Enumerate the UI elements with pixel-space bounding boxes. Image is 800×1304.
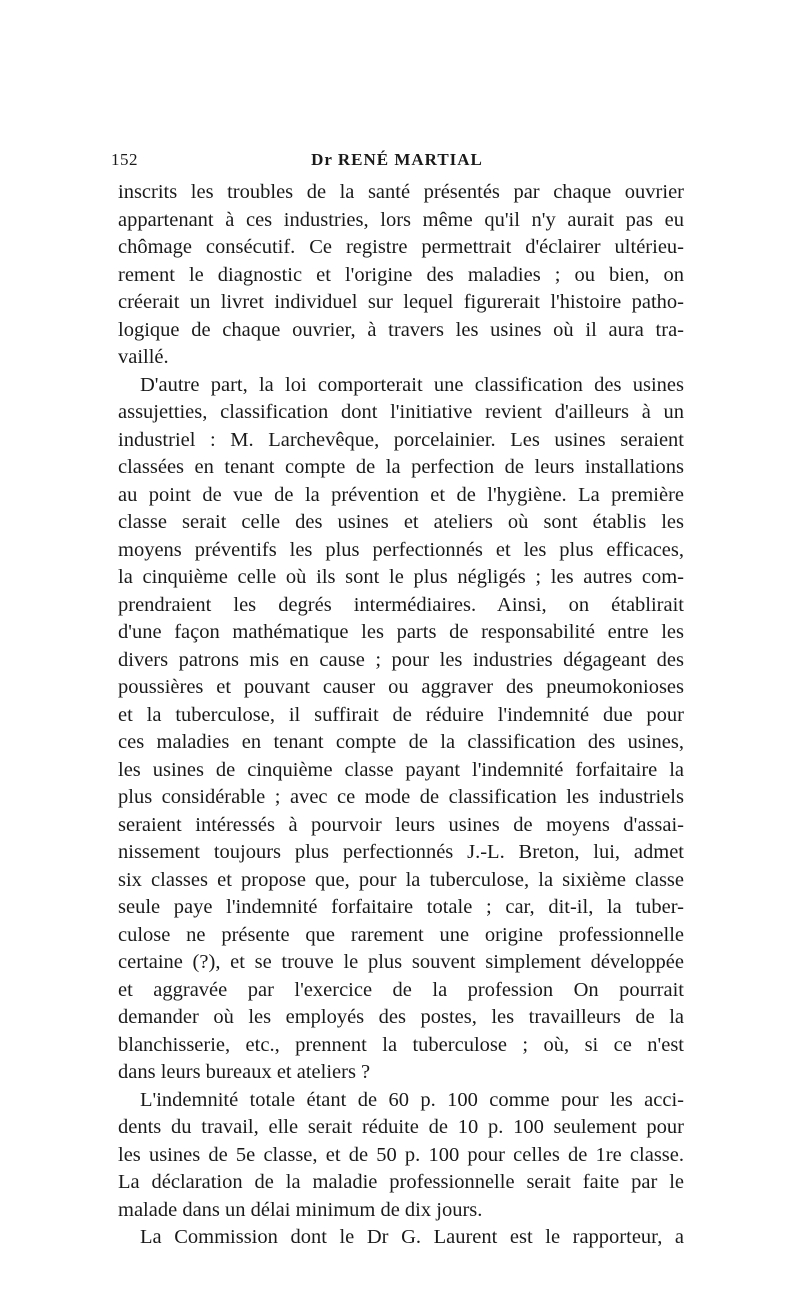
text-line: blanchisserie, etc., prennent la tuberculose ; où, si ce n'est (118, 1033, 684, 1056)
text-line: prendraient les degrés intermédiaires. Ainsi, on établirait (118, 593, 684, 616)
text-line: culose ne présente que rarement une origine professionnelle (118, 923, 684, 946)
running-head: Dr RENÉ MARTIAL (311, 150, 483, 169)
text-line: malade dans un délai minimum de dix jours. (118, 1198, 483, 1221)
text-line: La déclaration de la maladie professionnelle serait faite par le (118, 1171, 684, 1193)
text-line: La Commission dont le Dr G. Laurent est le rapporteur, a (140, 1226, 684, 1248)
text-line: L'indemnité totale étant de 60 p. 100 comme pour les acci- (140, 1088, 684, 1111)
text-line: demander où les employés des postes, les travailleurs de la (118, 1006, 684, 1028)
text-line: assujetties, classification dont l'initiative revient d'ailleurs à un (118, 401, 684, 423)
text-line: au point de vue de la prévention et de l'hygiène. La première (118, 483, 684, 506)
text-line: industriel : M. Larchevêque, porcelainier. Les usines seraient (118, 428, 684, 451)
text-line: seule paye l'indemnité forfaitaire totale ; car, dit-il, la tuber- (118, 896, 684, 918)
text-line: poussières et pouvant causer ou aggraver des pneumokonioses (118, 676, 684, 698)
text-line: chômage consécutif. Ce registre permettrait d'éclairer ultérieu- (118, 236, 684, 258)
text-line: d'une façon mathématique les parts de responsabilité entre les (118, 621, 684, 643)
text-line: classées en tenant compte de la perfection de leurs installations (118, 456, 684, 478)
page-header (111, 148, 683, 172)
text-line: la cinquième celle où ils sont le plus négligés ; les autres com- (118, 566, 684, 588)
text-line: les usines de 5e classe, et de 50 p. 100 pour celles de 1re classe. (118, 1143, 684, 1166)
text-line: les usines de cinquième classe payant l'indemnité forfaitaire la (118, 758, 684, 781)
text-line: et la tuberculose, il suffirait de réduire l'indemnité due pour (118, 703, 684, 726)
text-line: plus considérable ; avec ce mode de classification les industriels (118, 786, 684, 808)
text-line: créerait un livret individuel sur lequel figurerait l'histoire patho- (118, 291, 684, 313)
text-line: logique de chaque ouvrier, à travers les usines où il aura tra- (118, 318, 684, 341)
text-line: seraient intéressés à pourvoir leurs usines de moyens d'assai- (118, 813, 684, 836)
text-line: D'autre part, la loi comporterait une classification des usines (140, 373, 684, 396)
page-number: 152 (111, 150, 138, 169)
body-text (118, 179, 684, 1252)
text-line: inscrits les troubles de la santé présentés par chaque ouvrier (118, 181, 684, 203)
text-line: six classes et propose que, pour la tuberculose, la sixième classe (118, 868, 684, 891)
text-line: nissement toujours plus perfectionnés J.-L. Breton, lui, admet (118, 841, 684, 863)
text-line: moyens préventifs les plus perfectionnés et les plus efficaces, (118, 538, 684, 561)
text-line: appartenant à ces industries, lors même qu'il n'y aurait pas eu (118, 208, 684, 231)
text-line: et aggravée par l'exercice de la profession On pourrait (118, 978, 684, 1001)
text-line: dents du travail, elle serait réduite de 10 p. 100 seulement pour (118, 1116, 684, 1138)
text-line: rement le diagnostic et l'origine des maladies ; ou bien, on (118, 263, 684, 286)
text-line: divers patrons mis en cause ; pour les industries dégageant des (118, 648, 684, 671)
text-line: vaillé. (118, 346, 169, 368)
text-line: certaine (?), et se trouve le plus souvent simplement développée (118, 951, 684, 973)
text-line: ces maladies en tenant compte de la classification des usines, (118, 731, 684, 753)
text-line: classe serait celle des usines et ateliers où sont établis les (118, 511, 684, 533)
text-line: dans leurs bureaux et ateliers ? (118, 1061, 371, 1083)
